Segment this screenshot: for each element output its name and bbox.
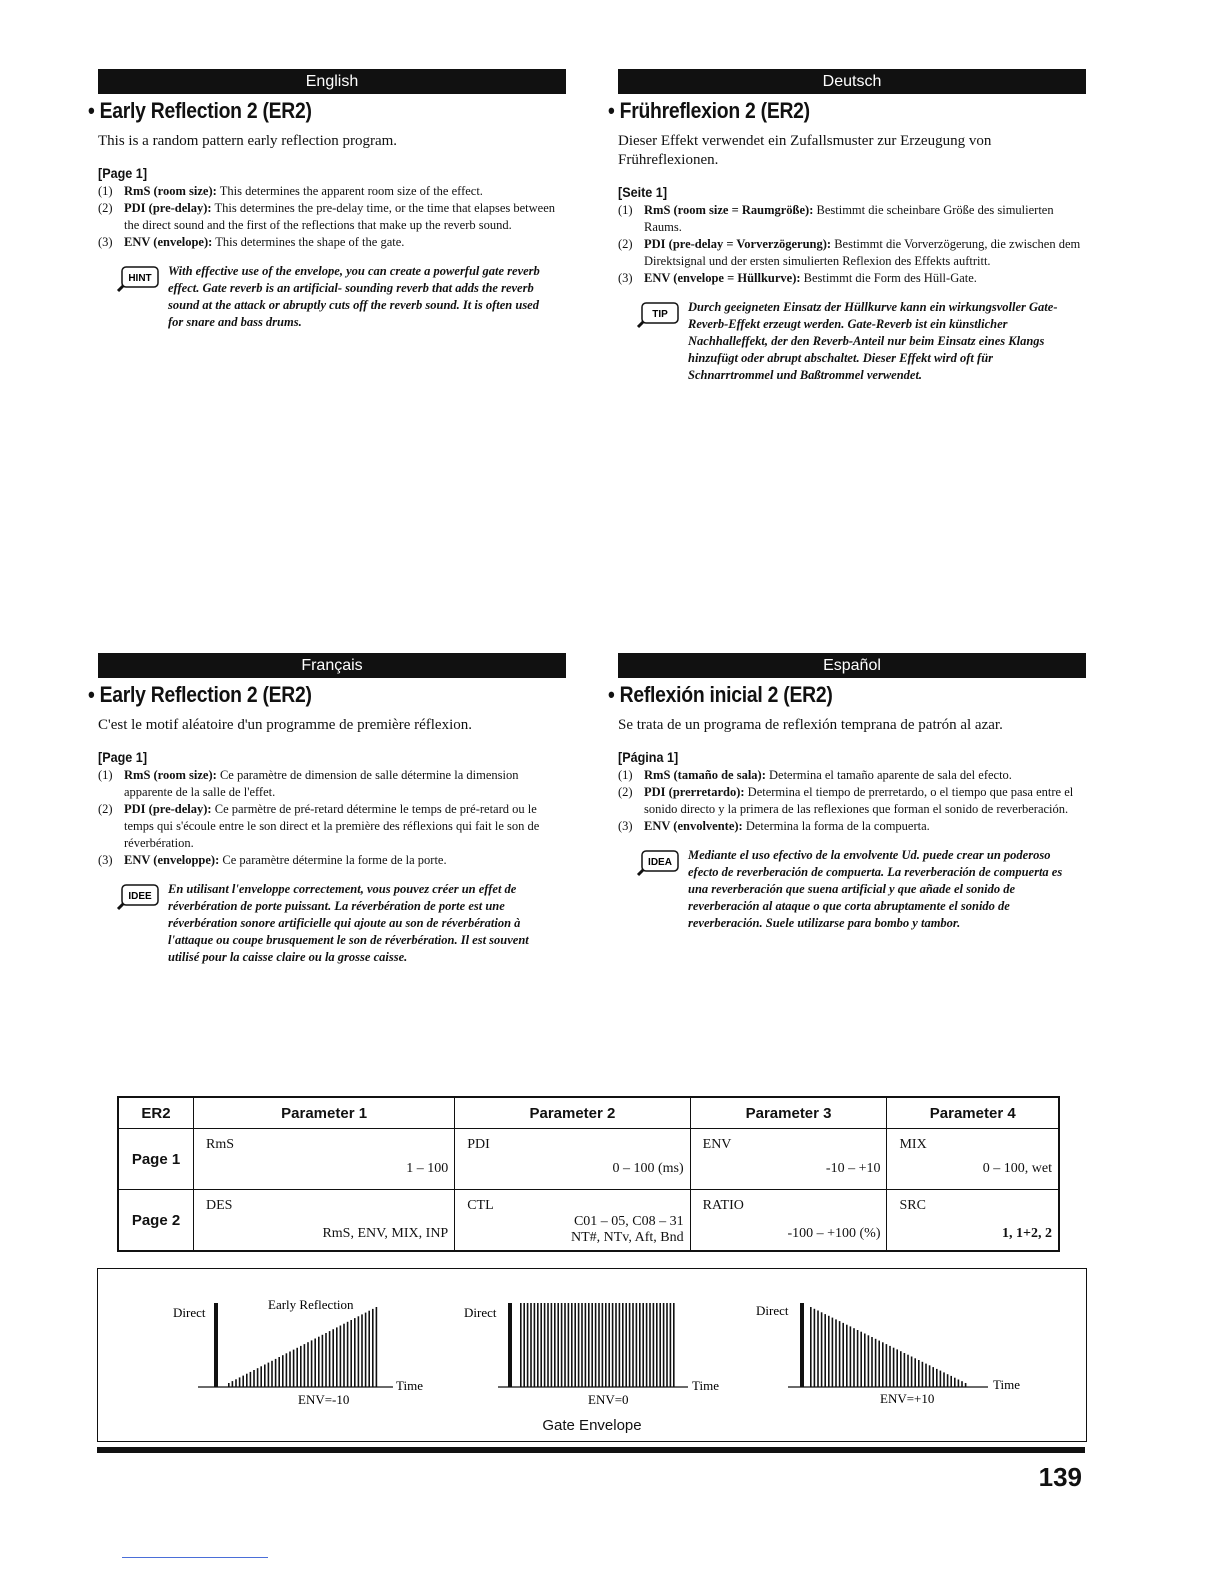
gate-envelope-diagram — [97, 1268, 1087, 1442]
reflection-bar — [932, 1367, 934, 1387]
cell-param-range: 1 – 100 — [406, 1161, 449, 1176]
list-item — [618, 784, 1086, 818]
cell-param-range: RmS, ENV, MIX, INP — [322, 1226, 449, 1241]
envelope-panel-ramp-up — [173, 1297, 423, 1407]
row-label: Page 1 — [118, 1129, 194, 1190]
reflection-bar — [922, 1362, 924, 1387]
reflection-bar — [260, 1366, 262, 1387]
intro-text: This is a random pattern early reflection program. — [98, 133, 398, 149]
reflection-bar — [557, 1303, 559, 1387]
reflection-bar — [810, 1307, 812, 1387]
reflection-bar — [918, 1360, 920, 1387]
reflection-bar — [250, 1372, 252, 1387]
reflection-bar — [619, 1303, 621, 1387]
reflection-bar — [839, 1321, 841, 1387]
reflection-bar — [828, 1316, 830, 1387]
reflection-bar — [527, 1303, 529, 1387]
reflection-bar — [271, 1361, 273, 1387]
item-number: (3) — [618, 271, 633, 285]
reflection-bar — [275, 1359, 277, 1387]
reflection-bar — [868, 1335, 870, 1387]
reflection-bar — [842, 1323, 844, 1387]
hint-text: Mediante el uso efectivo de la envolvente Ud. puede crear un poderoso efecto de reverberación de compuerta. La reverberación de compuerta es una reverberación que suena artificial y que añade el sonido de reverberación al ataque o que corta abruptamente el sonido de reverberación. Suele utilizarse para bombo y tambor. — [688, 848, 1063, 930]
reflection-bar — [950, 1376, 952, 1387]
intro-text: C'est le motif aléatoire d'un programme de première réflexion. — [98, 717, 473, 733]
reflection-bar — [296, 1348, 298, 1387]
intro-text: Se trata de un programa de reflexión temprana de patrón al azar. — [618, 717, 1003, 733]
reflection-bar — [540, 1303, 542, 1387]
reflection-bar — [547, 1303, 549, 1387]
reflection-bar — [900, 1351, 902, 1387]
reflection-bar — [314, 1339, 316, 1388]
reflection-bar — [666, 1303, 668, 1387]
reflection-bar — [578, 1303, 580, 1387]
reflection-bar — [940, 1371, 942, 1387]
page-number: 139 — [1038, 1462, 1082, 1492]
envelope-panel-flat — [464, 1303, 719, 1407]
svg-text:IDEE: IDEE — [128, 891, 152, 902]
reflection-bar — [235, 1379, 237, 1387]
reflection-bar — [354, 1318, 356, 1387]
reflection-bar — [534, 1303, 536, 1387]
reflection-bar — [568, 1303, 570, 1387]
reflection-bar — [585, 1303, 587, 1387]
time-label: Time — [993, 1377, 1020, 1392]
reflection-bar — [530, 1303, 532, 1387]
direct-bar — [508, 1303, 512, 1387]
reflection-bar — [907, 1355, 909, 1387]
reflection-bar — [649, 1303, 651, 1387]
reflection-bar — [929, 1365, 931, 1387]
env-label: ENV=-10 — [298, 1392, 350, 1407]
param-desc: This determines the shape of the gate. — [215, 235, 405, 249]
item-number: (2) — [98, 802, 113, 816]
reflection-bar — [608, 1303, 610, 1387]
row-label: Page 2 — [118, 1190, 194, 1252]
section-english — [88, 69, 566, 331]
hint-box — [618, 299, 1086, 384]
reflection-bar — [554, 1303, 556, 1387]
reflection-bar — [293, 1350, 295, 1387]
param-desc: Bestimmt die scheinbare Größe des simulierten Raums. — [644, 203, 1054, 234]
item-number: (2) — [98, 201, 113, 215]
reflection-bar — [625, 1303, 627, 1387]
reflection-bar — [602, 1303, 604, 1387]
item-number: (2) — [618, 785, 633, 799]
reflection-bar — [318, 1337, 320, 1387]
reflection-bar — [561, 1303, 563, 1387]
hint-text: Durch geeigneten Einsatz der Hüllkurve kann ein wirkungsvoller Gate-Reverb-Effekt erzeugt werden. Gate-Reverb ist ein künstlicher Nachhalleffekt, der den Reverb-Anteil nur beim Einsatz eines Klangs hinzufügt oder abrupt abschaltet. Dieser Effekt wird oft für Schnarrtrommel und Baßtrommel verwendet. — [688, 300, 1058, 382]
reflection-bar — [551, 1303, 553, 1387]
reflection-bar — [325, 1333, 327, 1387]
cell-param-range: NT#, NTv, Aft, Bnd — [570, 1230, 684, 1245]
reflection-bar — [253, 1370, 255, 1387]
cell-param-name: RATIO — [702, 1198, 744, 1213]
param-desc: Determina el tamaño aparente de sala del efecto. — [769, 768, 1012, 782]
svg-text:TIP: TIP — [652, 309, 668, 320]
page-label: [Página 1] — [618, 749, 679, 765]
reflection-bar — [605, 1303, 607, 1387]
param-desc: Ce parmètre de pré-retard détermine le temps de pré-retard ou le temps qui s'écoule entre le son direct et la première des réflexions qui fait le son de réverbération. — [124, 802, 540, 850]
page-label: [Seite 1] — [618, 184, 668, 200]
reflection-bar — [520, 1303, 522, 1387]
item-number: (3) — [618, 819, 633, 833]
reflection-bar — [376, 1307, 378, 1387]
reflection-bar — [639, 1303, 641, 1387]
reflection-bar — [817, 1311, 819, 1388]
section-title: • Reflexión inicial 2 (ER2) — [608, 682, 833, 707]
divider — [122, 1557, 268, 1558]
reflection-bar — [544, 1303, 546, 1387]
reflection-bar — [300, 1346, 302, 1387]
param-list — [98, 183, 566, 251]
cell-param-range: 1, 1+2, 2 — [1002, 1226, 1052, 1241]
hint-box — [618, 847, 1086, 932]
reflection-bar — [246, 1374, 248, 1387]
reflection-bar — [656, 1303, 658, 1387]
reflection-bar — [853, 1328, 855, 1387]
param-list — [618, 767, 1086, 835]
reflection-bar — [914, 1358, 916, 1387]
table-cell — [690, 1190, 887, 1252]
list-item — [618, 818, 1086, 835]
table-row — [118, 1190, 1059, 1252]
reflection-bar — [289, 1352, 291, 1388]
list-item — [618, 236, 1086, 270]
table-cell — [455, 1129, 690, 1190]
direct-label: Direct — [464, 1305, 497, 1320]
reflection-bar — [322, 1335, 324, 1387]
reflection-bar — [814, 1309, 816, 1387]
param-desc: This determines the apparent room size of the effect. — [219, 184, 483, 198]
reflection-bar — [893, 1348, 895, 1387]
param-name: ENV (envolvente): — [644, 819, 743, 833]
reflection-bar — [653, 1303, 655, 1387]
param-name: RmS (room size): — [124, 768, 217, 782]
item-number: (2) — [618, 237, 633, 251]
direct-bar — [214, 1303, 218, 1387]
param-name: ENV (envelope = Hüllkurve): — [644, 271, 801, 285]
time-label: Time — [692, 1378, 719, 1393]
item-number: (3) — [98, 235, 113, 249]
reflection-bar — [958, 1380, 960, 1388]
reflection-bar — [659, 1303, 661, 1387]
reflection-bar — [242, 1376, 244, 1387]
reflection-bar — [598, 1303, 600, 1387]
table-cell — [455, 1190, 690, 1252]
reflection-bar — [350, 1320, 352, 1387]
reflection-bar — [878, 1341, 880, 1387]
reflection-bar — [347, 1322, 349, 1387]
reflection-bar — [965, 1383, 967, 1387]
reflection-bar — [343, 1324, 345, 1387]
item-number: (1) — [618, 768, 633, 782]
cell-param-name: ENV — [702, 1137, 732, 1152]
table-header: Parameter 2 — [455, 1097, 690, 1129]
cell-param-range: 0 – 100 (ms) — [612, 1161, 684, 1176]
param-desc: Ce paramètre détermine la forme de la porte. — [222, 853, 447, 867]
reflection-bar — [889, 1346, 891, 1387]
list-item — [618, 767, 1086, 784]
item-number: (3) — [98, 853, 113, 867]
cell-param-range: C01 – 05, C08 – 31 — [573, 1214, 684, 1229]
reflection-bar — [365, 1313, 367, 1387]
param-desc: Bestimmt die Vorverzögerung, die zwischen dem Direktsignal und der ersten simulierten Reflexion des Effekts auftritt. — [644, 237, 1081, 268]
param-name: PDI (pre-delay): — [124, 802, 212, 816]
table-cell — [194, 1129, 455, 1190]
param-desc: Determina la forma de la compuerta. — [745, 819, 930, 833]
intro-text: Dieser Effekt verwendet ein Zufallsmuster zur Erzeugung von Frühreflexionen. — [618, 133, 992, 168]
reflection-bar — [537, 1303, 539, 1387]
svg-text:IDEA: IDEA — [648, 857, 672, 868]
svg-text:HINT: HINT — [128, 273, 152, 284]
reflection-bar — [622, 1303, 624, 1387]
table-header: Parameter 3 — [690, 1097, 887, 1129]
reflection-bar — [882, 1342, 884, 1387]
param-name: RmS (room size = Raumgröße): — [644, 203, 814, 217]
language-header: Deutsch — [618, 69, 1086, 94]
cell-param-range: -10 – +10 — [825, 1161, 881, 1176]
param-desc: Determina el tiempo de prerretardo, o el tiempo que pasa entre el sonido directo y la primera de las reflexiones que forman el sonido de reverberación. — [644, 785, 1074, 816]
reflection-bar — [368, 1311, 370, 1387]
reflection-bar — [268, 1363, 270, 1387]
table-cell — [887, 1129, 1059, 1190]
reflection-bar — [372, 1309, 374, 1387]
idea-icon — [98, 881, 168, 931]
section-deutsch — [608, 69, 1086, 384]
reflection-bar — [875, 1339, 877, 1387]
param-desc: Bestimmt die Form des Hüll-Gate. — [803, 271, 977, 285]
bottom-rule — [97, 1447, 1085, 1453]
section-title: • Early Reflection 2 (ER2) — [88, 682, 312, 707]
env-label: ENV=+10 — [880, 1391, 935, 1406]
list-item — [98, 234, 566, 251]
reflection-bar — [286, 1353, 288, 1387]
reflection-bar — [646, 1303, 648, 1387]
param-name: ENV (enveloppe): — [124, 853, 220, 867]
cell-param-name: CTL — [467, 1198, 494, 1213]
language-header: English — [98, 69, 566, 94]
reflection-bar — [282, 1355, 284, 1387]
reflection-bar — [257, 1368, 259, 1387]
reflection-bar — [943, 1372, 945, 1387]
reflection-bar — [228, 1383, 230, 1387]
env-label: ENV=0 — [588, 1392, 629, 1407]
reflection-bar — [832, 1318, 834, 1387]
language-header: Español — [618, 653, 1086, 678]
reflection-bar — [340, 1326, 342, 1388]
param-list — [618, 202, 1086, 287]
reflection-bar — [925, 1364, 927, 1387]
reflection-bar — [612, 1303, 614, 1387]
reflection-bar — [232, 1381, 234, 1387]
reflection-bar — [591, 1303, 593, 1387]
cell-param-range: -100 – +100 (%) — [787, 1226, 881, 1241]
tip-icon — [618, 299, 688, 349]
cell-param-name: MIX — [899, 1137, 927, 1152]
reflection-bar — [311, 1340, 313, 1387]
parameter-table — [117, 1096, 1060, 1252]
param-desc: Ce paramètre de dimension de salle détermine la dimension apparente de la salle de l'effet. — [124, 768, 519, 799]
param-name: RmS (tamaño de sala): — [644, 768, 766, 782]
table-header-row — [118, 1097, 1059, 1129]
reflection-bar — [329, 1331, 331, 1387]
reflection-bar — [911, 1357, 913, 1388]
language-header: Français — [98, 653, 566, 678]
table-cell — [887, 1190, 1059, 1252]
reflection-bar — [673, 1303, 675, 1387]
param-desc: This determines the pre-delay time, or the time that elapses between the direct sound and the first of the reflections that make up the reverb sound. — [124, 201, 556, 232]
param-name: ENV (envelope): — [124, 235, 213, 249]
page-label: [Page 1] — [98, 165, 148, 181]
param-name: PDI (prerretardo): — [644, 785, 745, 799]
param-name: PDI (pre-delay): — [124, 201, 212, 215]
reflection-bar — [358, 1316, 360, 1387]
reflection-bar — [947, 1374, 949, 1387]
diagram-caption: Gate Envelope — [542, 1417, 642, 1434]
list-item — [98, 801, 566, 852]
reflection-bar — [663, 1303, 665, 1387]
reflection-bar — [307, 1342, 309, 1387]
reflection-bar — [670, 1303, 672, 1387]
table-row — [118, 1129, 1059, 1190]
reflection-bar — [961, 1381, 963, 1387]
reflection-bar — [239, 1377, 241, 1387]
section-title: • Frühreflexion 2 (ER2) — [608, 98, 810, 123]
reflection-bar — [871, 1337, 873, 1387]
cell-param-name: SRC — [899, 1198, 926, 1213]
reflection-bar — [336, 1327, 338, 1387]
reflection-bar — [936, 1369, 938, 1387]
item-number: (1) — [98, 768, 113, 782]
reflection-bar — [264, 1365, 266, 1388]
time-label: Time — [396, 1378, 423, 1393]
reflection-bar — [864, 1334, 866, 1388]
reflection-bar — [595, 1303, 597, 1387]
reflection-bar — [629, 1303, 631, 1387]
idea-icon — [618, 847, 688, 897]
reflection-bar — [636, 1303, 638, 1387]
cell-param-name: RmS — [206, 1137, 235, 1152]
reflection-bar — [954, 1378, 956, 1387]
reflection-bar — [835, 1319, 837, 1387]
envelope-panel-ramp-down — [756, 1303, 1020, 1406]
reflection-bar — [850, 1326, 852, 1387]
hint-icon — [98, 263, 168, 313]
reflection-bar — [523, 1303, 525, 1387]
cell-param-name: DES — [206, 1198, 233, 1213]
list-item — [98, 200, 566, 234]
reflection-bar — [581, 1303, 583, 1387]
direct-label: Direct — [756, 1303, 789, 1318]
page-label: [Page 1] — [98, 749, 148, 765]
direct-label: Direct — [173, 1305, 206, 1320]
list-item — [98, 852, 566, 869]
reflection-bar — [896, 1349, 898, 1387]
table-header: Parameter 4 — [887, 1097, 1059, 1129]
reflection-bar — [824, 1314, 826, 1387]
reflection-bar — [278, 1357, 280, 1387]
section-espanol — [608, 653, 1086, 932]
reflection-bar — [615, 1303, 617, 1387]
hint-box — [98, 881, 566, 966]
list-item — [618, 202, 1086, 236]
cell-param-range: 0 – 100, wet — [982, 1161, 1052, 1176]
table-header: Parameter 1 — [194, 1097, 455, 1129]
envelope-graphs — [98, 1269, 1086, 1409]
table-header: ER2 — [118, 1097, 194, 1129]
hint-text: With effective use of the envelope, you can create a powerful gate reverb effect. Gate reverb is an artificial- sounding reverb that adds the reverb sound at the attack or abruptly cuts off the reverb sound. It is often used for snare and bass drums. — [168, 264, 540, 329]
section-francais — [88, 653, 566, 966]
list-item — [618, 270, 1086, 287]
reflection-bar — [304, 1344, 306, 1387]
reflection-bar — [632, 1303, 634, 1387]
reflection-bar — [821, 1312, 823, 1387]
param-name: RmS (room size): — [124, 184, 217, 198]
reflection-bar — [642, 1303, 644, 1387]
reflection-bar — [574, 1303, 576, 1387]
reflection-bar — [564, 1303, 566, 1387]
reflection-bar — [886, 1344, 888, 1387]
reflection-bar — [860, 1332, 862, 1387]
reflection-bar — [571, 1303, 573, 1387]
param-list — [98, 767, 566, 869]
reflection-bar — [857, 1330, 859, 1387]
section-title: • Early Reflection 2 (ER2) — [88, 98, 312, 123]
item-number: (1) — [98, 184, 113, 198]
reflection-bar — [361, 1314, 363, 1387]
reflection-bar — [332, 1329, 334, 1387]
list-item — [98, 767, 566, 801]
list-item — [98, 183, 566, 200]
cell-param-name: PDI — [467, 1137, 490, 1152]
item-number: (1) — [618, 203, 633, 217]
hint-text: En utilisant l'enveloppe correctement, vous pouvez créer un effet de réverbération de porte puissant. La réverbération de porte est une réverbération sonore artificielle qui ajoute au son de réverbération à l'attaque ou coupe brusquement le son de réverbération. Il est souvent utilisé pour la caisse claire ou la grosse caisse. — [168, 882, 529, 964]
early-reflection-label: Early Reflection — [268, 1297, 354, 1312]
reflection-bar — [904, 1353, 906, 1387]
hint-box — [98, 263, 566, 331]
reflection-bar — [588, 1303, 590, 1387]
table-cell — [194, 1190, 455, 1252]
reflection-bar — [846, 1325, 848, 1387]
table-cell — [690, 1129, 887, 1190]
direct-bar — [800, 1303, 804, 1387]
param-name: PDI (pre-delay = Vorverzögerung): — [644, 237, 832, 251]
